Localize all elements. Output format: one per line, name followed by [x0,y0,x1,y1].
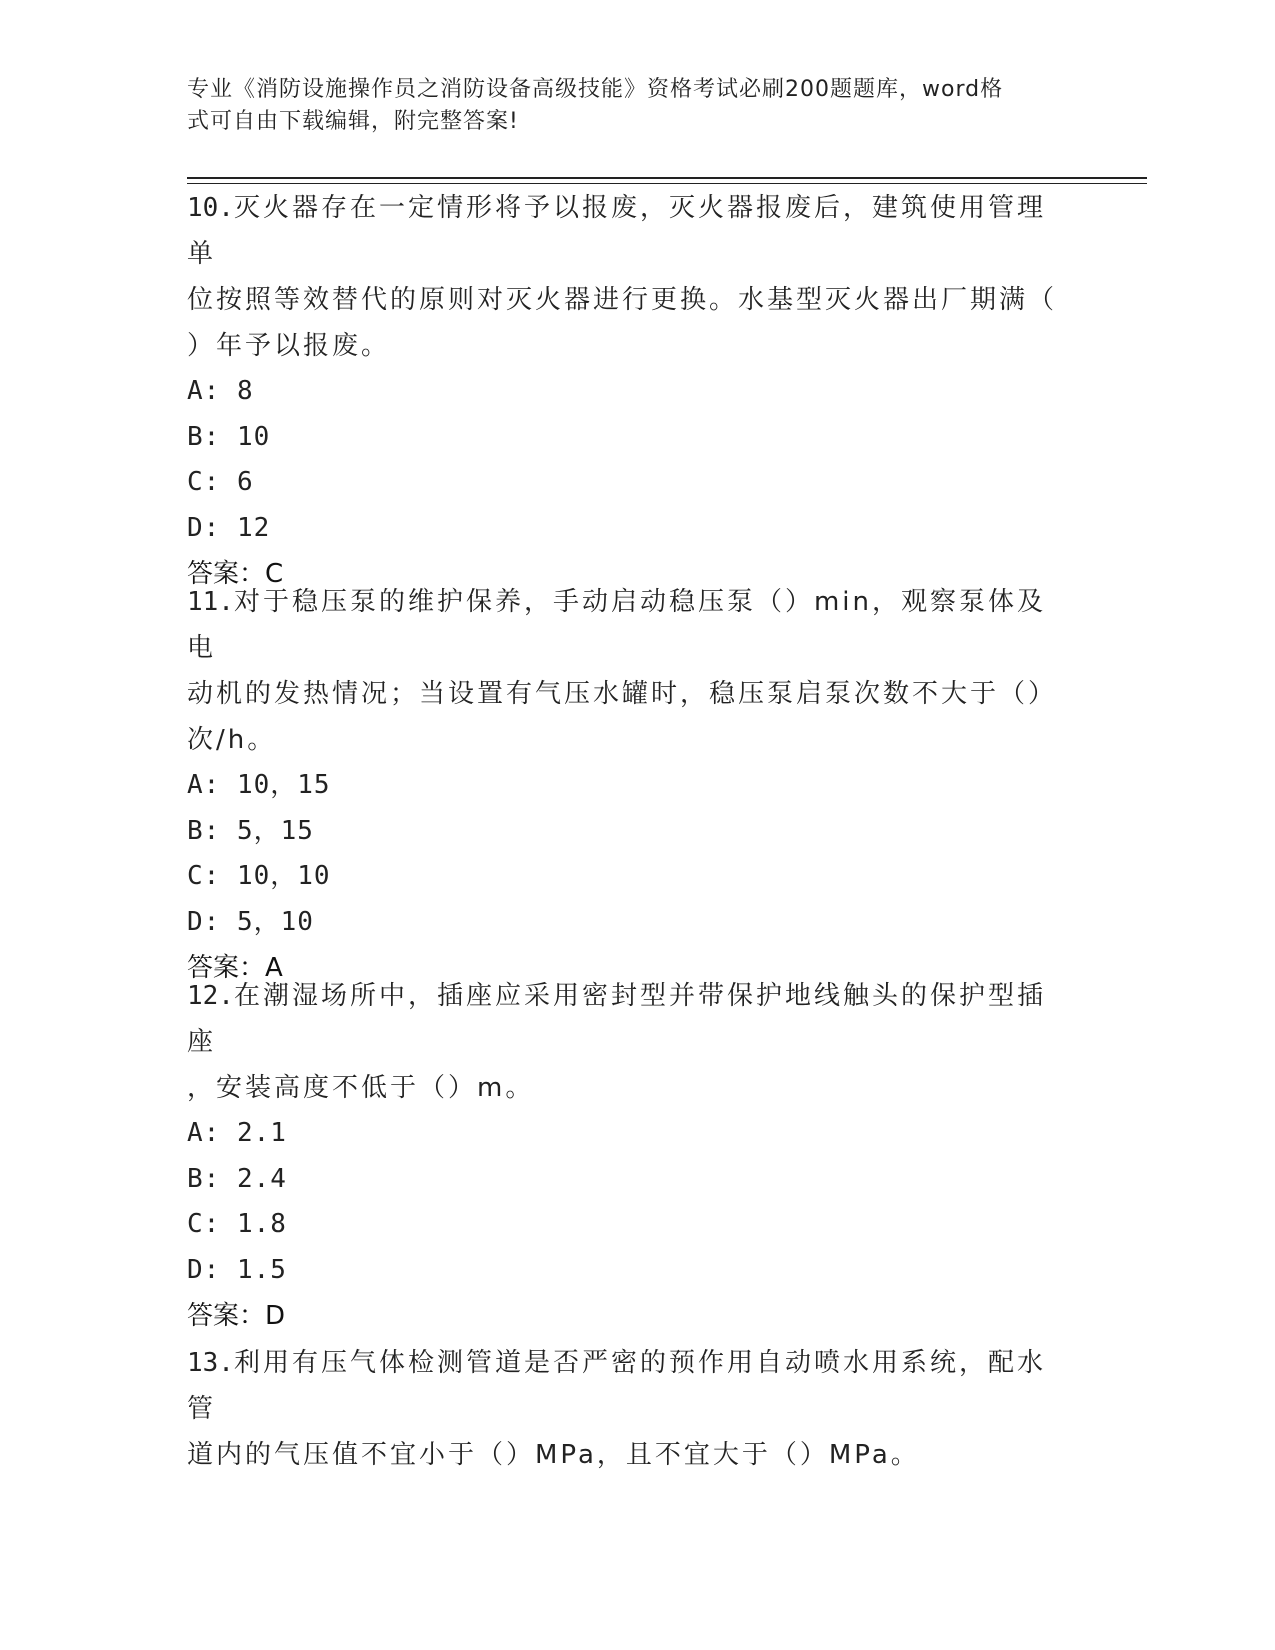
option-d: D: 12 [187,512,271,543]
option-c: C: 10，10 [187,861,331,891]
question-text: 在潮湿场所中，插座应采用密封型并带保护地线触头的保护型插座 [187,981,1046,1057]
question-number: 12. [187,981,234,1011]
question-text: 灭火器存在一定情形将予以报废，灭火器报废后，建筑使用管理单 [187,193,1046,269]
question-12 [187,973,1067,1339]
option-b: B: 5，15 [187,815,314,846]
question-line: ，安装高度不低于（）m。 [187,1073,535,1103]
header-line-1: 专业《消防设施操作员之消防设备高级技能》资格考试必刷200题题库，word格 [187,77,1004,102]
header-divider-thin [187,183,1147,184]
question-line: 动机的发热情况；当设置有气压水罐时，稳压泵启泵次数不大于（） [187,679,1058,709]
document-header [187,74,1067,138]
option-c: C: 6 [187,467,254,497]
question-line [187,579,1067,671]
answer: 答案：A [187,953,283,983]
question-text: 对于稳压泵的维护保养，手动启动稳压泵（）min，观察泵体及电 [187,587,1046,663]
header-line-2: 式可自由下载编辑，附完整答案! [187,109,519,134]
question-text: 利用有压气体检测管道是否严密的预作用自动喷水用系统，配水管 [187,1348,1046,1424]
option-c: C: 1.8 [187,1209,287,1239]
option-a: A: 8 [187,376,254,406]
question-line [187,973,1067,1065]
question-line: ）年予以报废。 [187,331,391,361]
option-b: B: 10 [187,421,271,452]
question-13 [187,1340,1067,1478]
question-line: 道内的气压值不宜小于（）MPa，且不宜大于（）MPa。 [187,1440,920,1470]
question-number: 10. [187,193,234,223]
question-10 [187,185,1067,597]
option-b: B: 2.4 [187,1163,287,1194]
answer: 答案：C [187,559,284,589]
question-number: 11. [187,587,234,617]
answer: 答案：D [187,1301,286,1331]
question-line [187,1340,1067,1432]
option-a: A: 10，15 [187,770,331,800]
option-a: A: 2.1 [187,1118,287,1148]
option-d: D: 5，10 [187,906,314,937]
header-divider-thick [187,177,1147,179]
question-number: 13. [187,1348,234,1378]
question-line: 次/h。 [187,725,277,755]
option-d: D: 1.5 [187,1254,287,1285]
question-line: 位按照等效替代的原则对灭火器进行更换。水基型灭火器出厂期满（ [187,285,1058,315]
question-line [187,185,1067,277]
question-11 [187,579,1067,991]
